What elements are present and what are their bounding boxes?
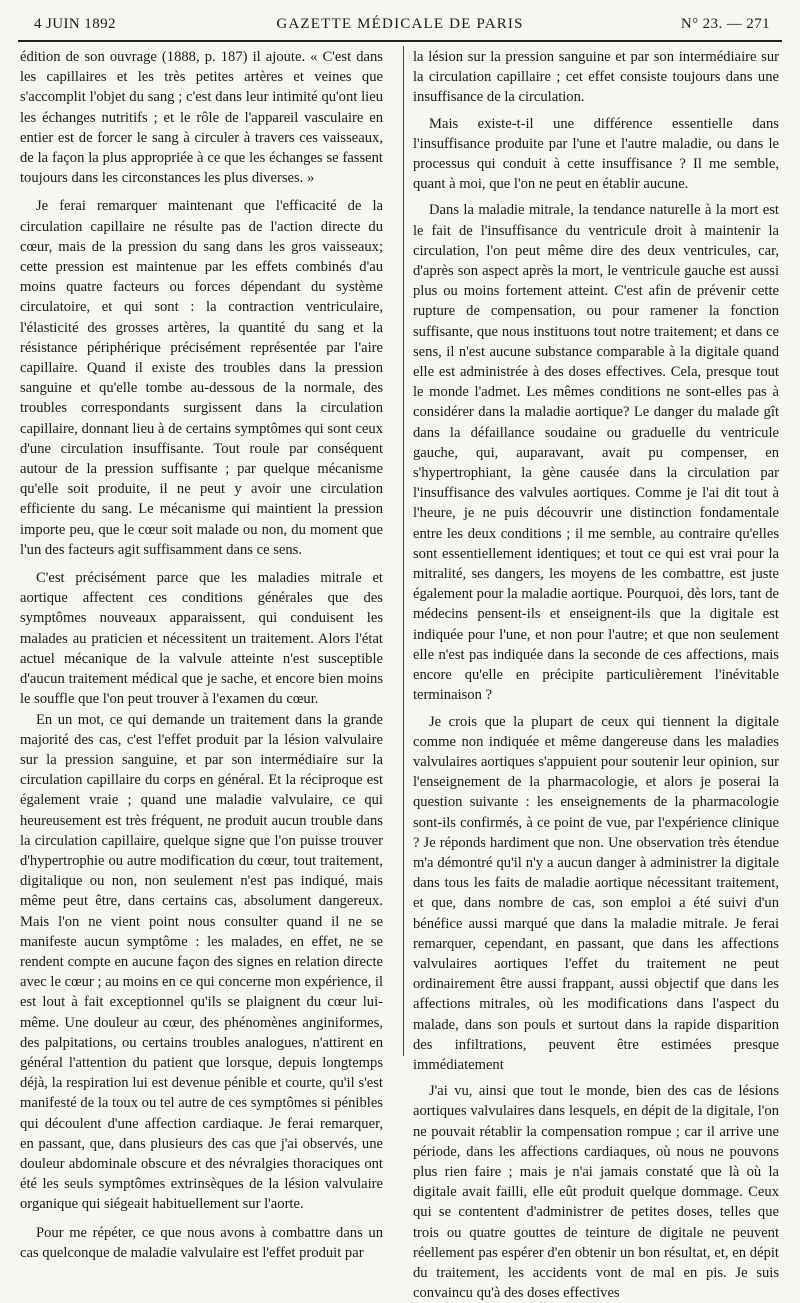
paragraph: Mais existe-t-il une différence essentielle dans l'insuffisance produite par l'une et l'autre maladie, ou dans le processus qui conduit à cette insuffisance ? Il me semble, quant à moi, que l'on ne peut en établir aucune. — [413, 115, 779, 193]
header-rule — [18, 40, 782, 42]
paragraph: En un mot, ce qui demande un traitement dans la grande majorité des cas, c'est l'effet produit par la lésion valvulaire sur la pression sanguine, et par son intermédiaire sur la circulation capillaire du corps en général. Et la réciproque est également vraie ; quand une maladie valvulaire, ce qui heureusement est très fréquent, ne produit aucun trouble dans la circulation capillaire, quelque signe que l'on puisse trouver d'hypertrophie ou autre modification du cœur, tout traitement, digitalique ou non, non seulement n'est pas indiqué, mais même peut être, dans certains cas, absolument dangereux. Mais l'on ne vient point nous consulter quand il ne se manifeste aucun symptôme : les malades, en effet, ne se rendent compte en aucune façon des signes en relation directe avec le cœur ; au moins en ce qui concerne mon expérience, il est lout à fait exceptionnel qu'ils se plaignent du cœur lui-même. Une douleur au cœur, des phénomènes anginiformes, des palpitations, ou certains troubles analogues, n'attirent en général l'attention du patient que lorsque, depuis longtemps déjà, la respiration lui est devenue pénible et courte, qu'il s'est manifesté de la toux ou tel autre de ces symptômes si pénibles qui découlent d'une affection cardiaque. Je ferai remarquer, en passant, que, dans plusieurs des cas que j'ai observés, une douleur abdominale obscure et des névralgies thoraciques ont été les seuls symptômes extrinsèques de la lésion valvulaire organique qui siégeait habituellement sur l'aorte. — [20, 711, 383, 1213]
page-number: N° 23. — 271 — [680, 16, 770, 32]
paragraph: édition de son ouvrage (1888, p. 187) il ajoute. « C'est dans les capillaires et les très petites artères et veines que s'accomplit l'objet du sang ; c'est dans leur intimité qu'ont lieu les échanges nutritifs ; et le rôle de l'appareil vasculaire en entier est de forcer le sang à circuler à travers ces vaisseaux, de la façon la plus appropriée à ce que les échanges se fassent toujours dans les circonstances les plus diverses. » — [20, 49, 383, 187]
paragraph: C'est précisément parce que les maladies mitrale et aortique affectent ces conditions générales que des symptômes nouveaux apparaissent, qui conduisent les malades au praticien et nécessitent un traitement. Alors l'état actuel mécanique de la valvule atteinte n'est susceptible d'aucun traitement médical que je sache, et encore bien moins le souffle que l'on peut trouver à l'examen du cœur. — [20, 570, 383, 708]
page-header — [0, 12, 800, 40]
paragraph: Je crois que la plupart de ceux qui tiennent la digitale comme non indiquée et même dangereuse dans les maladies valvulaires aortiques s'appuient pour soutenir leur opinion, sur l'enseignement de la pharmacologie, et alors je poserai la question suivante : les enseignements de la pharmacologie sont-ils confirmés, à ce point de vue, par l'expérience clinique ? Je réponds hardiment que non. Une observation très étendue m'a démontré qu'il n'y a aucun danger à administrer la digitale dans tous les faits de maladie aortique nécessitant traitement, et que, dans nombre de cas, son emploi a été suivi d'un bénéfice aussi marqué que dans la maladie mitrale. Je ferai remarquer, cependant, en passant, que dans les affections valvulaires aortiques l'effet du traitement ne peut ordinairement être aussi frappant, aussi objectif que dans les affections mitrales, où les modifications dans l'aspect du malade, dans son pouls et surtout dans la rapide disparition des infiltrations, peuvent être estimées presque immédiatement — [413, 713, 779, 1073]
journal-title: GAZETTE MÉDICALE DE PARIS — [276, 16, 524, 32]
right-column — [413, 47, 779, 1303]
issue-date: 4 JUIN 1892 — [34, 16, 116, 32]
paragraph: Pour me répéter, ce que nous avons à combattre dans un cas quelconque de maladie valvulaire est l'effet produit par — [20, 1224, 383, 1261]
paragraph: Je ferai remarquer maintenant que l'efficacité de la circulation capillaire ne résulte pas de l'action directe du cœur, mais de la pression du sang dans les gros vaisseaux; cette pression est maintenue par les effets combinés d'au moins quatre facteurs ou forces dépendant du système circulatoire, et qui sont : la contraction ventriculaire, l'élasticité des grosses artères, la quantité du sang et la résistance périphérique précisément représentée par l'aire capillaire. Quand il existe des troubles dans la pression sanguine et qu'elle tombe au-dessous de la normale, des troubles correspondants surgissent dans la circulation capillaire, donnant lieu à de certains symptômes qui sont ceux d'une circulation insuffisante. Tout roule par conséquent autour de la pression suffisante ; par quelque mécanisme qu'elle soit produite, il ne peut y avoir une circulation efficiente du sang. Le mécanisme qui maintient la pression importe peu, que le cœur soit malade ou non, du moment que l'un des facteurs agit suffisamment dans ce sens. — [20, 198, 383, 558]
paragraph: la lésion sur la pression sanguine et par son intermédiaire sur la circulation capillaire ; cet effet consiste toujours dans une insuffisance de la circulation. — [413, 49, 779, 106]
paragraph: J'ai vu, ainsi que tout le monde, bien des cas de lésions aortiques valvulaires dans lesquels, en dépit de la digitale, l'on ne pouvait rétablir la compensation rompue ; car il arrive une période, dans les affections cardiaques, où nous ne pouvons plus rien faire ; mais je n'ai jamais constaté que là où la digitale avait failli, elle eût produit quelque dommage. Ceux qui se contentent d'administrer de petites doses, telles que trois ou quatre gouttes de teinture de digitale ne peuvent réellement pas espérer d'en obtenir un bon résultat, et, en dépit du traitement, les accidents vont de mal en pis. Je suis convaincu qu'à des doses effectives — [413, 1083, 779, 1302]
column-divider — [403, 46, 404, 1056]
left-column — [20, 47, 383, 1263]
paragraph: Dans la maladie mitrale, la tendance naturelle à la mort est le fait de l'insuffisance du ventricule droit à maintenir la circulation, l'on peut même dire des deux ventricules, car, d'après son aspect après la mort, le ventricule gauche est aussi plus ou moins fortement atteint. C'est afin de prévenir cette rupture de compensation, ou pour ramener la fonction suffisante, que nous instituons tout notre traitement; et dans ce sens, il n'est aucune substance comparable à la digitale quand elle est administrée à des doses effectives. Cela, presque tout le monde l'admet. Les mêmes conditions ne sont-elles pas à considérer dans la maladie aortique? Le danger du malade gît dans la défaillance soudaine ou graduelle du ventricule gauche, qui, auparavant, avait pu compenser, en s'hypertrophiant, la gène causée dans la circulation par l'insuffisance des valvules aortiques. Comme je l'ai dit tout à l'heure, je ne puis découvrir une distinction fondamentale entre les deux conditions ; il me semble, au contraire qu'elles sont essentiellement identiques; et tout ce qui est vrai pour la mitralité, ses dangers, les moyens de les combattre, est juste également pour la maladie aortique. Pourquoi, dès lors, tant de médecins pensent-ils et enseignent-ils que la digitale est indiquée pour l'une, et non pour l'autre; et que non seulement elle n'est pas indiquée dans la seconde de ces affections, mais encore qu'elle en précipite particulièrement l'inévitable terminaison ? — [413, 202, 779, 704]
